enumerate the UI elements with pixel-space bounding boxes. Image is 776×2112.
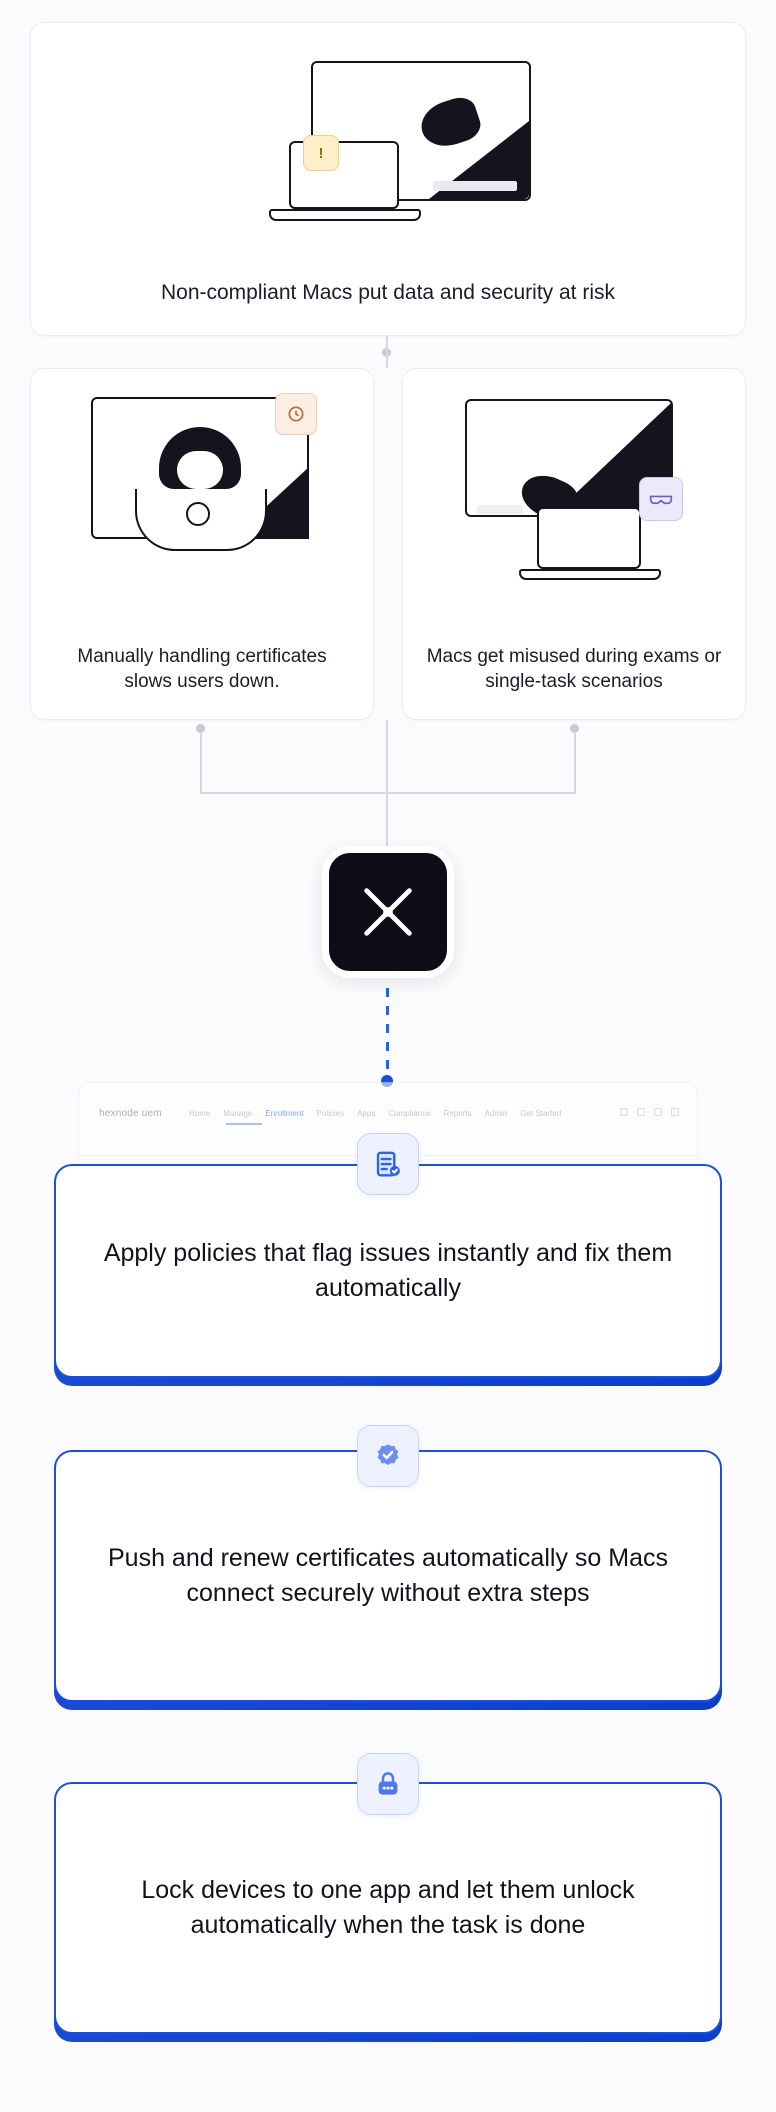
console-nav-item-get-started[interactable]: Get Started xyxy=(520,1109,562,1118)
laptop-base-shape xyxy=(519,569,661,580)
laptop-on-desk xyxy=(186,502,210,526)
certificate-badge-check-icon-tile xyxy=(357,1425,419,1487)
problem-card-compliance xyxy=(30,22,746,336)
console-nav-item-apps[interactable]: Apps xyxy=(357,1109,376,1118)
problem-card-misuse xyxy=(402,368,746,720)
hexnode-logo xyxy=(357,881,419,943)
clock-icon xyxy=(286,404,306,424)
warning-badge xyxy=(303,135,339,171)
console-nav-item-admin[interactable]: Admin xyxy=(484,1109,508,1118)
warning-badge-label: ! xyxy=(318,144,324,162)
connector-right-curve xyxy=(574,774,576,794)
bell-icon[interactable] xyxy=(637,1108,645,1116)
solution-card-kiosk-lock xyxy=(54,1782,722,2034)
console-brand: hexnode uem xyxy=(99,1108,162,1119)
connector-vertical-top xyxy=(386,336,388,368)
mask-icon xyxy=(649,490,673,508)
solution-text: Push and renew certificates automatically so Macs connect securely without extra steps xyxy=(108,1543,668,1607)
connector-vertical-mid xyxy=(386,720,388,846)
console-nav-item-home[interactable]: Home xyxy=(189,1109,211,1118)
laptop-mask-illustration xyxy=(403,369,747,599)
certificate-badge-check-icon xyxy=(373,1441,403,1471)
console-nav-item-policies[interactable]: Policies xyxy=(316,1109,345,1118)
keyboard-strip xyxy=(477,505,523,514)
policy-document-check-icon xyxy=(373,1149,403,1179)
console-nav-item-compliance[interactable]: Compliance xyxy=(388,1109,431,1118)
person-computer-illustration xyxy=(31,369,375,599)
user-icon[interactable] xyxy=(671,1108,679,1116)
hexnode-logo-tile xyxy=(322,846,454,978)
console-icon-group[interactable] xyxy=(620,1108,679,1116)
console-nav-item-enrollment[interactable]: Enrollment xyxy=(265,1109,304,1118)
policy-document-check-icon-tile xyxy=(357,1133,419,1195)
console-nav-item-reports[interactable]: Reports xyxy=(443,1109,472,1118)
solution-text: Apply policies that flag issues instantly and fix them automatically xyxy=(103,1238,673,1302)
connector-dashed xyxy=(386,988,389,1078)
laptop-warning-illustration xyxy=(31,23,747,223)
mask-badge xyxy=(639,477,683,521)
keyboard-strip xyxy=(433,181,517,191)
connector-right-down xyxy=(574,732,576,776)
problem-caption: Non-compliant Macs put data and security at risk xyxy=(160,280,616,304)
clock-badge xyxy=(275,393,317,435)
connector-left-curve xyxy=(200,774,202,794)
solution-card-certificates xyxy=(54,1450,722,1702)
problem-caption: Macs get misused during exams or single-task scenarios xyxy=(426,645,722,693)
lock-icon xyxy=(373,1769,403,1799)
console-nav-active-underline xyxy=(226,1123,262,1125)
person-face xyxy=(177,451,223,489)
laptop-base-shape xyxy=(269,209,421,221)
lock-icon-tile xyxy=(357,1753,419,1815)
help-icon[interactable] xyxy=(654,1108,662,1116)
connector-left-down xyxy=(200,732,202,776)
search-icon[interactable] xyxy=(620,1108,628,1116)
laptop-screen-shape xyxy=(537,507,641,569)
connector-horizontal xyxy=(200,792,576,794)
problem-card-certificates xyxy=(30,368,374,720)
solution-text: Lock devices to one app and let them unlock automatically when the task is done xyxy=(141,1875,635,1939)
console-nav[interactable] xyxy=(189,1109,561,1118)
console-nav-item-manage[interactable]: Manage xyxy=(223,1109,253,1118)
solution-card-policies xyxy=(54,1164,722,1378)
problem-caption: Manually handling certificates slows users down. xyxy=(77,645,327,693)
